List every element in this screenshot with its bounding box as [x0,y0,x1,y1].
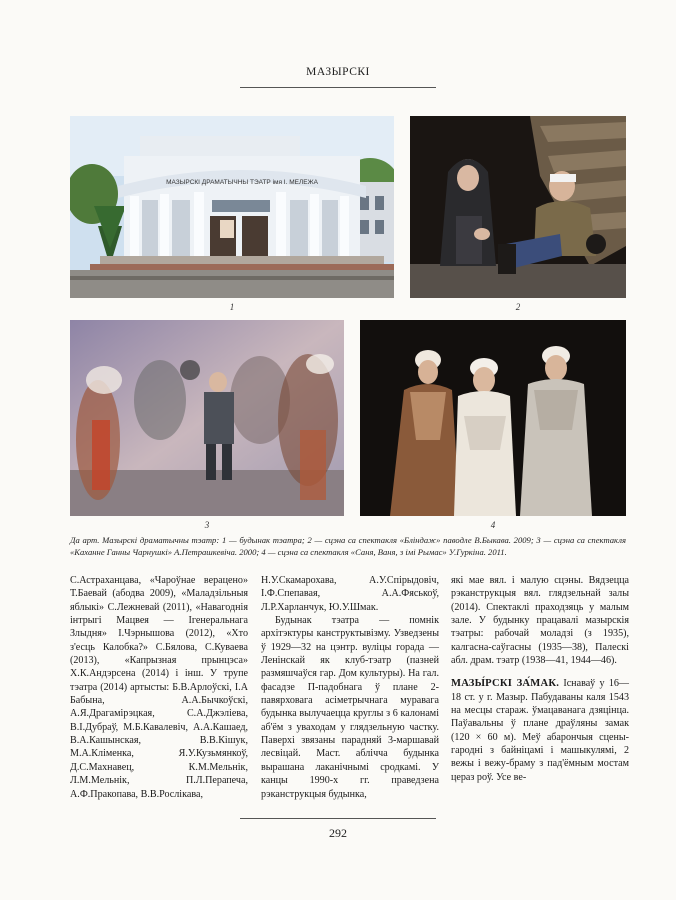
figure-label-1: 1 [229,302,235,312]
column-1-paragraph: С.Астраханцава, «Чароўнае вераценo» Т.Баевай (абодва 2009), «Маладзільныя яблыкі» С.Лежневай (2011), «Навагоднія інтрыгі Мацвея — Ігенеральнага Злыдня» І.Чэрнышова (2012), «Хто з'есць Калобка?» С.Бялова, С.Куваева (2013), «Капрызная прынцэса» Х.К.Андэрсена (2014) і інш. У трупе тэатра (2014) артысты: Б.В.Арлоўскі, І.А Бабына, А.А.Бычкоўскі, А.Я.Драгамірэцкая, С.А.Джэліева, В.І.Дубраў, М.Б.Кавалевіч, А.А.Кашаед, В.А.Кашынская, В.В.Кішук, М.А.Кліменка, Я.У.Кузьмянкоў, Д.С.Махнавец, К.М.Мельнік, Л.М.Мельнік, П.Л.Перапеча, А.Ф.Пракопава, В.В.Рослікава, [70,575,248,800]
column-3-paragraph-2 [451,677,629,784]
page-number: 292 [329,826,347,840]
text-column-3 [451,574,629,784]
figure-label-3: 3 [204,520,210,530]
figure-label-2: 2 [515,302,521,312]
column-2-paragraph-1: Н.У.Скамарохава, А.У.Спірыдовіч, І.Ф.Спепавая, А.А.Фяськоў, Л.Р.Харланчук, Ю.У.Шмак. [261,575,439,613]
footer-rule [240,818,436,819]
text-column-2 [261,574,439,801]
photo-scene-sanya-vanya [360,320,626,516]
header-rule [240,87,436,88]
column-3-paragraph-1: які мае вял. і малую сцэны. Вядзецца рэканструкцыя вял. глядзельнай залы (2014). Спектаклі праходзяць у малым зале. У будынку працавалі мазырскія тэатры: рабочай моладзі (з 1935), калгасна-саўгасны (1935—38), Палескі абл. драм. тэатр (1938—41, 1944—46). [451,575,629,667]
figure-label-4: 4 [490,520,496,530]
entry-text: Існаваў у 16—18 ст. у г. Мазыр. Пабудаваны каля 1543 на месцы стараж. ўмацаванага дзяцінца. Паўавальны ў плане драўляны замак (120 × 60 м). Меў абарончыя сцены-гародні з байніцамі і машыкулямі, 2 вежы і вежу-браму з пад'ёмным мостам цераз роў. Усе ве- [451,678,630,783]
photo-theatre-building [70,116,394,298]
text-column-1 [70,574,248,801]
photo-scene-blindazh [410,116,626,298]
building-sign: МАЗЫРСКІ ДРАМАТЫЧНЫ ТЭАТР імя І. МЕЛЕЖА [166,179,318,186]
figure-caption: Да арт. Мазырскі драматычны тэатр: 1 — будынак тэатра; 2 — сцэна са спектакля «Бліндаж» паводле В.Быкава. 2009; 3 — сцэна са спектакля «Каханне Ганны Чарнушкі» А.Петрашкевіча. 2000; 4 — сцэна са спектакля «Саня, Ваня, з імі Рымас» У.Гуркіна. 2011. [70,535,626,557]
column-2-paragraph-2: Будынак тэатра — помнік архітэктуры канструктывізму. Узведзены ў 1929—32 на цэнтр. вуліцы горада — Ленінскай як клуб-тэатр (пазней размяшчаўся гар. Дом культуры). На гал. фасадзе П-падобнага ў плане 2-павярховага асіметрычнага муравага будынка вылучаецца круглы з 6 калонамі аб'ём з уваходам у глядзельную частку. Паверхі звязаны парадняй 3-маршавай лесвіцай. Маст. аблічча будынка вырашана лаканічнымі сродкамі. У канцы 1990-х гг. праведзена рэканструкцыя будынка, [261,615,439,800]
entry-heading: МАЗЫ́РСКІ ЗА́МАК. [451,678,560,690]
photo-scene-kakhanne [70,320,344,516]
running-head: МАЗЫРСКІ [306,66,370,78]
